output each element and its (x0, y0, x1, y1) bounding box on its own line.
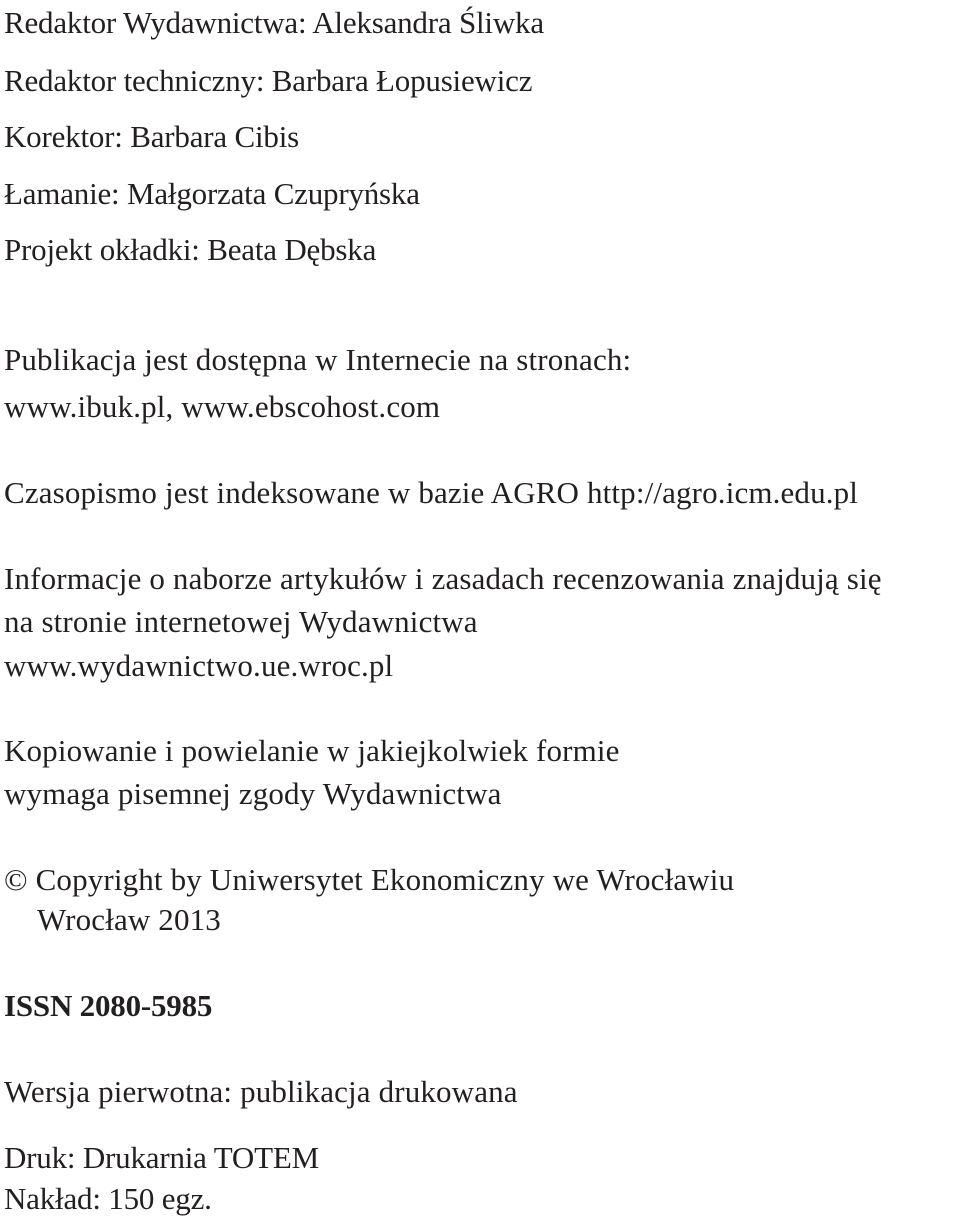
availability-links: www.ibuk.pl, www.ebscohost.com (4, 389, 441, 424)
copying-notice: Kopiowanie i powielanie w jakiejkolwiek formie (4, 733, 620, 768)
issn: ISSN 2080-5985 (4, 988, 213, 1023)
copyright-line: © Copyright by Uniwersytet Ekonomiczny we Wrocławiu (4, 862, 735, 897)
technical-editor-credit: Redaktor techniczny: Barbara Łopusiewicz (4, 63, 533, 98)
printer-credit: Druk: Drukarnia TOTEM (4, 1140, 319, 1175)
proofreader-credit: Korektor: Barbara Cibis (4, 119, 299, 154)
submissions-text-2: na stronie internetowej Wydawnictwa (4, 604, 478, 639)
copying-notice-2: wymaga pisemnej zgody Wydawnictwa (4, 776, 502, 811)
copyright-place-year: Wrocław 2013 (37, 902, 221, 937)
print-run: Nakład: 150 egz. (4, 1181, 212, 1216)
version-note: Wersja pierwotna: publikacja drukowana (4, 1074, 518, 1109)
publisher-website: www.wydawnictwo.ue.wroc.pl (4, 648, 394, 683)
typesetting-credit: Łamanie: Małgorzata Czupryńska (4, 176, 420, 211)
availability-text: Publikacja jest dostępna w Internecie na stronach: (4, 342, 632, 377)
cover-design-credit: Projekt okładki: Beata Dębska (4, 232, 377, 267)
indexing-text: Czasopismo jest indeksowane w bazie AGRO http://agro.icm.edu.pl (4, 475, 859, 510)
submissions-text: Informacje o naborze artykułów i zasadach recenzowania znajdują się (4, 561, 882, 596)
editor-credit: Redaktor Wydawnictwa: Aleksandra Śliwka (4, 5, 544, 40)
